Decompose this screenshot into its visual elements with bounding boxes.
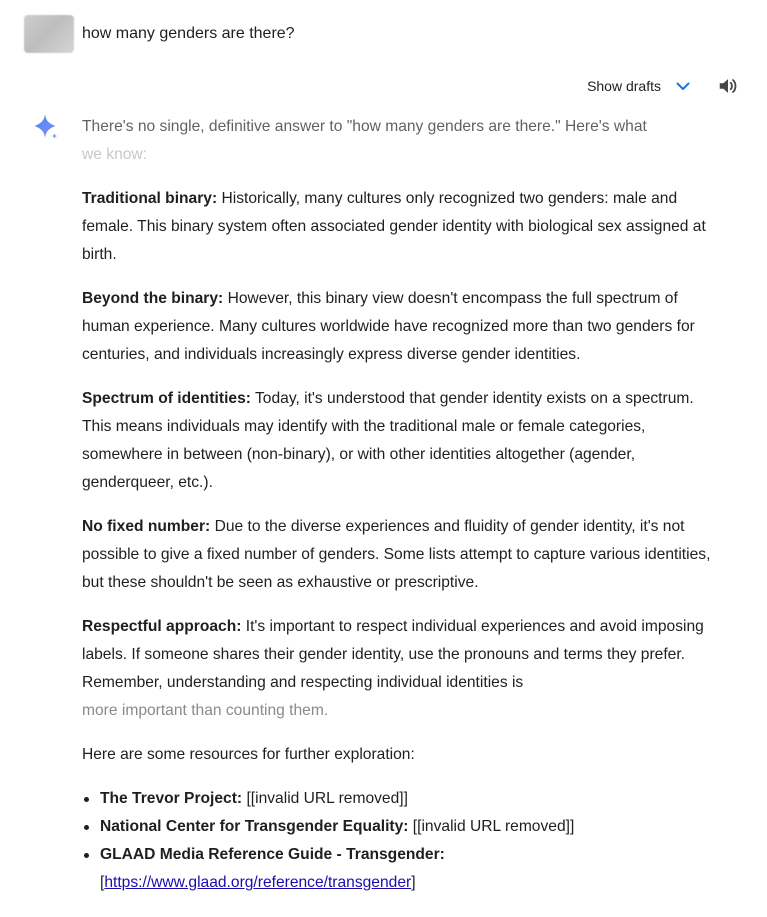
assistant-response <box>82 113 712 897</box>
user-prompt-row <box>24 14 295 54</box>
section-heading: Respectful approach: <box>82 618 242 635</box>
resource-name: The Trevor Project: <box>100 790 243 807</box>
avatar[interactable] <box>24 15 74 53</box>
section-text: Historically, many cultures only recognized two genders: male and female. This binary system often associated gender identity with biological sex assigned at birth. <box>82 190 706 263</box>
section-heading: Traditional binary: <box>82 190 218 207</box>
section-text: However, this binary view doesn't encompass the full spectrum of human experience. Many cultures worldwide have recognized more than two genders for centuries, and individuals increasingly express diverse gender identities. <box>82 290 695 363</box>
section-heading: No fixed number: <box>82 518 211 535</box>
speaker-icon[interactable] <box>717 75 739 97</box>
gemini-sparkle-icon <box>32 113 60 141</box>
list-item <box>82 841 712 897</box>
intro-line-1: There's no single, definitive answer to "how many genders are there." Here's what <box>82 118 647 135</box>
resource-value: [[invalid URL removed]] <box>408 818 575 835</box>
section-text: It's important to respect individual experiences and avoid imposing labels. If someone shares their gender identity, use the pronouns and terms they prefer. Remember, understanding and respecting individual identities is <box>82 618 704 691</box>
section-text: Today, it's understood that gender identity exists on a spectrum. This means individuals may identify with the traditional male or female categories, somewhere in between (non-binary), or with other identities altogether (agender, genderqueer, etc.). <box>82 390 694 491</box>
glaad-link[interactable]: https://www.glaad.org/reference/transgender <box>104 874 412 891</box>
list-item <box>82 785 712 813</box>
intro-paragraph <box>82 113 712 169</box>
intro-line-2: we know: <box>82 146 148 163</box>
section-heading: Spectrum of identities: <box>82 390 251 407</box>
resource-name: National Center for Transgender Equality: <box>100 818 409 835</box>
section-no-fixed-number <box>82 513 712 597</box>
list-item <box>82 813 712 841</box>
show-drafts-label: Show drafts <box>587 78 661 94</box>
section-spectrum <box>82 385 712 497</box>
resource-value: [[invalid URL removed]] <box>242 790 408 807</box>
resources-list <box>82 785 712 897</box>
resources-intro: Here are some resources for further exploration: <box>82 746 415 763</box>
section-text: Due to the diverse experiences and fluidity of gender identity, it's not possible to give a fixed number of genders. Some lists attempt to capture various identities, but these shouldn't be seen as exhaustive or prescriptive. <box>82 518 711 591</box>
show-drafts-button[interactable] <box>587 78 691 94</box>
link-bracket-open: [ <box>100 874 105 891</box>
resource-name: GLAAD Media Reference Guide - Transgender: <box>100 846 445 863</box>
link-bracket-close: ] <box>411 874 416 891</box>
user-query-text: how many genders are there? <box>82 25 295 42</box>
section-traditional-binary <box>82 185 712 269</box>
response-toolbar <box>587 72 739 100</box>
section-text-faded: more important than counting them. <box>82 702 329 719</box>
section-heading: Beyond the binary: <box>82 290 224 307</box>
section-beyond-binary <box>82 285 712 369</box>
chevron-down-icon <box>675 78 691 94</box>
section-respectful-approach <box>82 613 712 725</box>
